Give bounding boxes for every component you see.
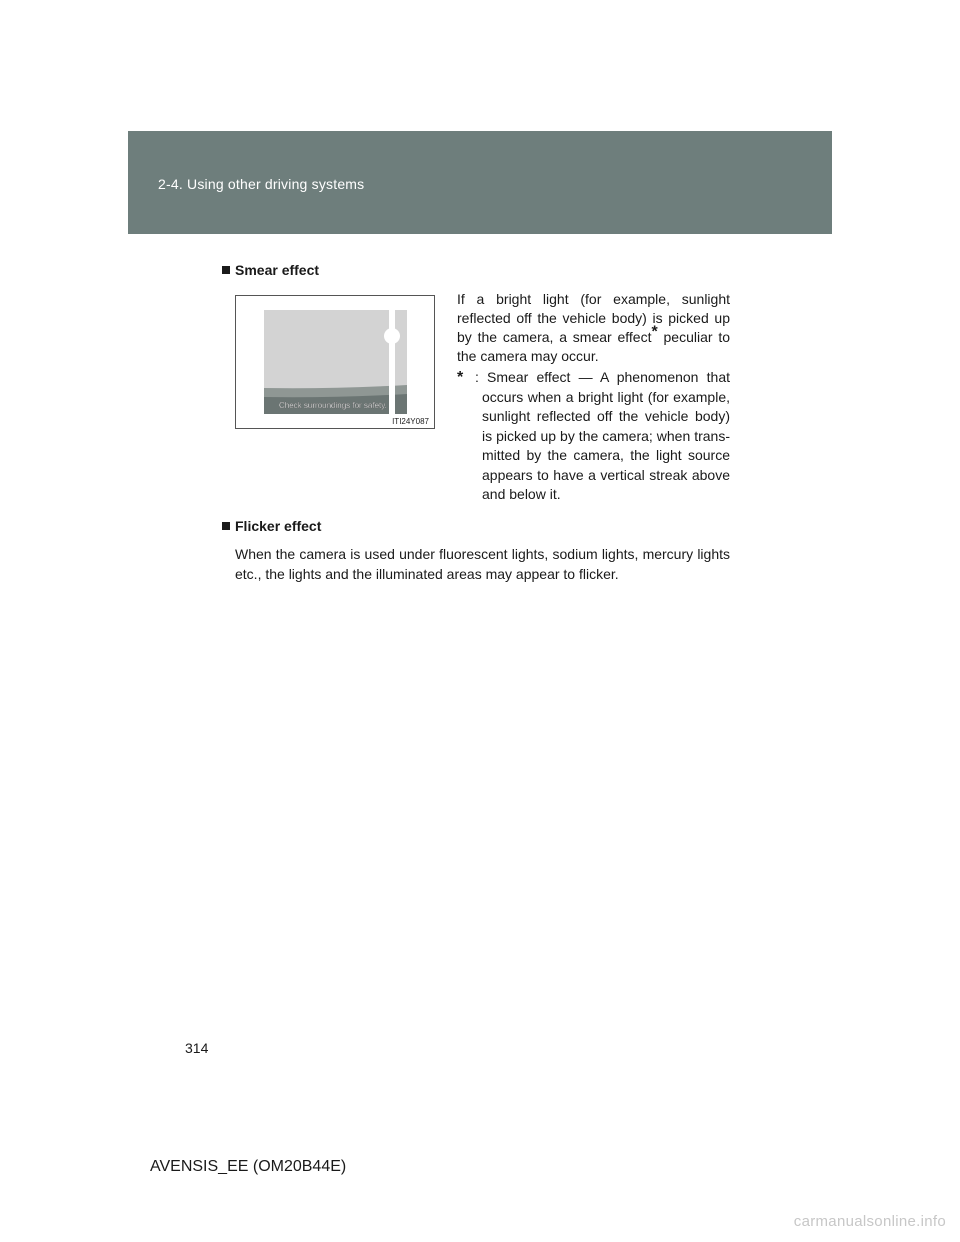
flicker-heading-label: Flicker effect — [235, 518, 322, 534]
flicker-body: When the camera is used under fluorescent lights, sodium lights, mercury lights etc., the lights and the illuminated areas may appear to flicker. — [235, 546, 730, 582]
footnote-text: : Smear effect — A phenomenon that occurs when a bright light (for example, sunlight reflected off the vehicle body) is picked up by the camera; when transmitted by the camera, the light source appears to have a vertical streak above and below it. — [475, 369, 730, 502]
page-number: 314 — [185, 1040, 209, 1056]
smear-description — [457, 290, 730, 366]
camera-screen-drawing — [236, 296, 434, 428]
bright-light-spot — [384, 328, 400, 344]
figure-code: ITI24Y087 — [392, 417, 429, 426]
smear-footnote — [457, 368, 730, 505]
smear-heading — [222, 262, 319, 278]
smear-illustration — [235, 295, 435, 429]
square-bullet-icon — [222, 266, 230, 274]
smear-description-text-1: If a bright light (for example, sunlight reflected off the vehicle body) is picked up by the camera, a smear effect — [457, 291, 730, 345]
header-band — [128, 131, 832, 234]
smear-description-text-2: peculiar to the camera may occur. — [457, 329, 730, 364]
smear-streak — [389, 310, 395, 414]
flicker-heading — [222, 518, 321, 534]
section-title: 2-4. Using other driving systems — [158, 176, 365, 192]
smear-heading-label: Smear effect — [235, 262, 320, 278]
footnote-asterisk: * — [457, 369, 464, 386]
screen-caption: Check surroundings for safety. — [279, 401, 387, 410]
square-bullet-icon — [222, 522, 230, 530]
asterisk-mark: * — [651, 323, 658, 341]
model-code: AVENSIS_EE (OM20B44E) — [150, 1158, 347, 1175]
watermark: carmanualsonline.info — [793, 1213, 946, 1230]
